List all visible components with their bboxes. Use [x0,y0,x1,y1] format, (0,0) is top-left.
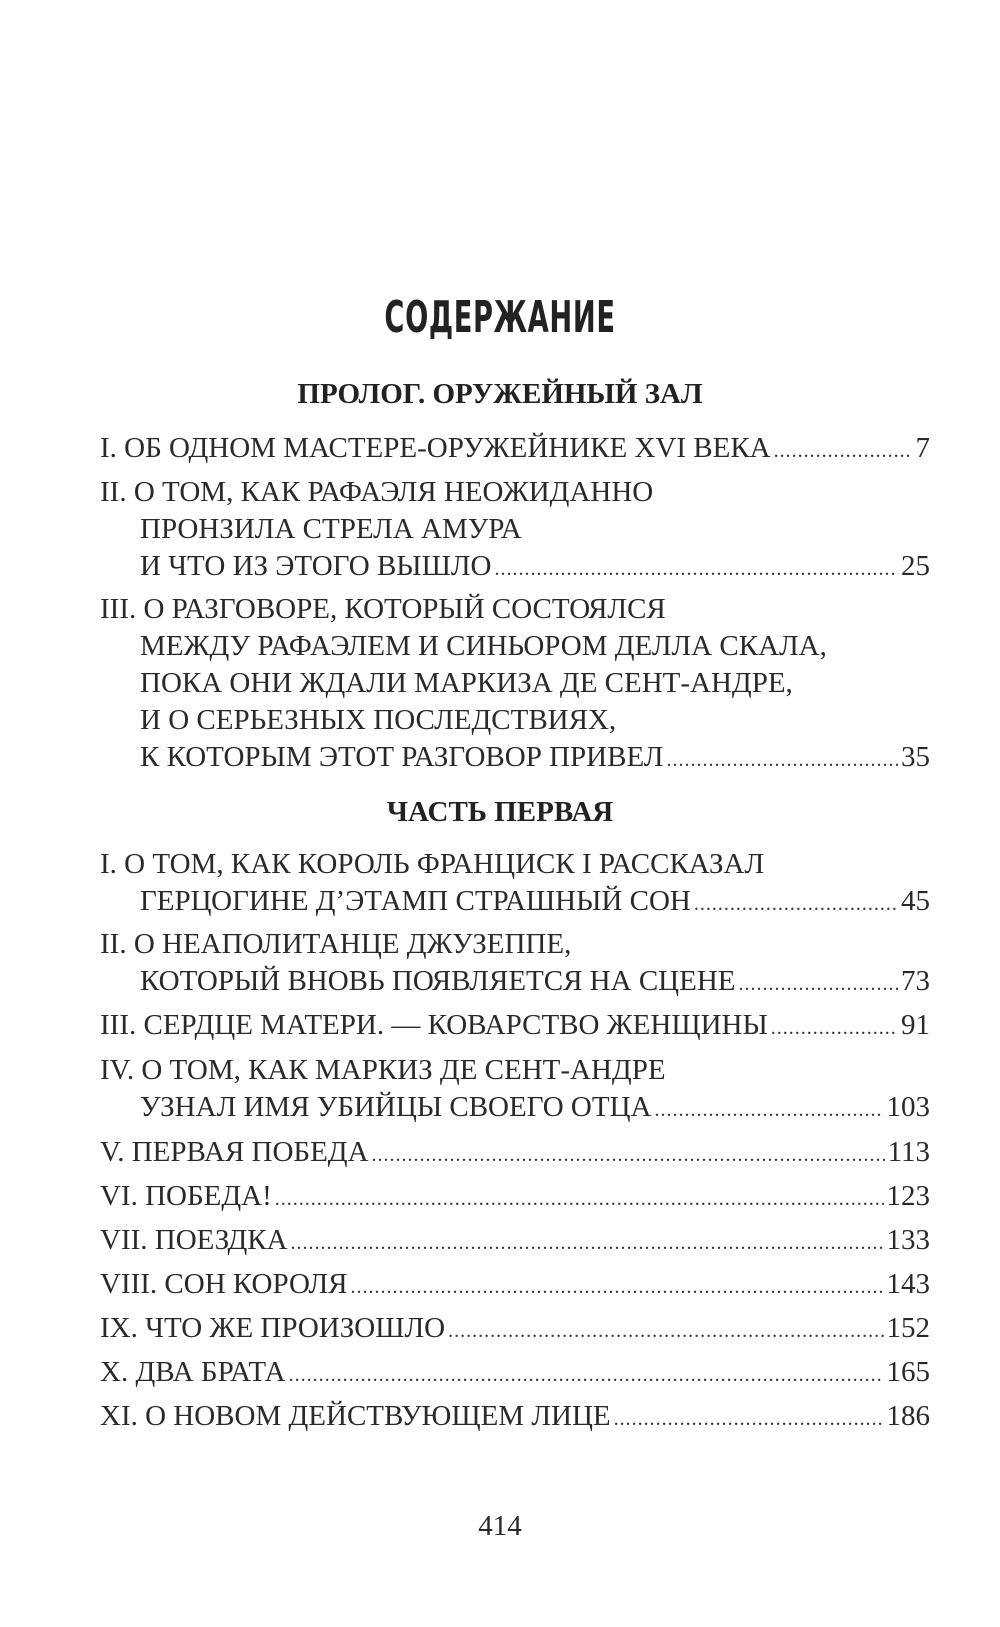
toc-entry-title: I. ОБ ОДНОМ МАСТЕРЕ-ОРУЖЕЙНИКЕ XVI ВЕКА [100,432,771,464]
toc-entry [100,1310,930,1347]
toc-entry [100,430,930,467]
toc-entry-title: VII. ПОЕЗДКА [100,1224,288,1256]
toc-entry [100,1134,930,1171]
toc-entry [100,1178,930,1215]
leader-dots [774,433,913,467]
leader-dots [350,1269,883,1303]
leader-dots [289,1357,884,1391]
toc-entry-title-continued: ПРОНЗИЛА СТРЕЛА АМУРА [140,513,522,545]
leader-dots [275,1181,884,1215]
toc-page-number: 113 [887,1136,930,1168]
toc-entry-title-continued: И О СЕРЬЕЗНЫХ ПОСЛЕДСТВИЯХ, [140,704,617,736]
toc-page-number: 25 [901,550,930,582]
leader-dots [372,1137,885,1171]
toc-entry-title: III. О РАЗГОВОРЕ, КОТОРЫЙ СОСТОЯЛСЯ [100,593,666,625]
toc-page-number: 91 [901,1009,930,1041]
toc-entry-title: I. О ТОМ, КАК КОРОЛЬ ФРАНЦИСК I РАССКАЗАЛ [100,848,765,880]
toc-page-number: 186 [886,1400,930,1432]
toc-entry-title-continued: УЗНАЛ ИМЯ УБИЙЦЫ СВОЕГО ОТЦА [140,1091,652,1123]
toc-entry-title-continued: ГЕРЦОГИНЕ Д’ЭТАМП СТРАШНЫЙ СОН [140,885,691,917]
toc-page-number: 45 [901,885,930,917]
toc-entry [100,1398,930,1435]
leader-dots [448,1313,883,1347]
toc-entry [100,591,930,776]
toc-page-number: 35 [901,741,930,773]
toc-entry [100,1354,930,1391]
toc-entry [100,1007,930,1044]
toc-entry-title-continued: ПОКА ОНИ ЖДАЛИ МАРКИЗА ДЕ СЕНТ-АНДРЕ, [140,667,793,699]
section-heading-prologue: ПРОЛОГ. ОРУЖЕЙНЫЙ ЗАЛ [297,378,703,410]
toc-entry [100,846,930,920]
leader-dots [291,1225,884,1259]
toc-page-number: 73 [901,965,930,997]
toc-entry-title: III. СЕРДЦЕ МАТЕРИ. — КОВАРСТВО ЖЕНЩИНЫ [100,1009,768,1041]
leader-dots [654,1092,883,1126]
toc-entry-title: X. ДВА БРАТА [100,1356,286,1388]
toc-entry [100,1052,930,1126]
toc-entry-title: XI. О НОВОМ ДЕЙСТВУЮЩЕМ ЛИЦЕ [100,1400,611,1432]
toc-entry-title-continued: И ЧТО ИЗ ЭТОГО ВЫШЛО [140,550,492,582]
page-title: СОДЕРЖАНИЕ [384,292,616,343]
toc-entry-title: V. ПЕРВАЯ ПОБЕДА [100,1136,369,1168]
toc-entry [100,1222,930,1259]
toc-entry-title-continued: КОТОРЫЙ ВНОВЬ ПОЯВЛЯЕТСЯ НА СЦЕНЕ [140,965,736,997]
toc-entry [100,474,930,585]
toc-entry-title: IV. О ТОМ, КАК МАРКИЗ ДЕ СЕНТ-АНДРЕ [100,1054,666,1086]
toc-entry [100,1266,930,1303]
toc-page-number: 103 [886,1091,930,1123]
toc-page-number: 7 [915,432,930,464]
section-heading-part-one: ЧАСТЬ ПЕРВАЯ [386,796,614,828]
toc-entry-title: II. О ТОМ, КАК РАФАЭЛЯ НЕОЖИДАННО [100,476,654,508]
leader-dots [666,742,898,776]
page-number: 414 [478,1510,522,1542]
toc-page-number: 165 [886,1356,930,1388]
toc-entry-title: II. О НЕАПОЛИТАНЦЕ ДЖУЗЕППЕ, [100,928,572,960]
toc-entry-title: VI. ПОБЕДА! [100,1180,272,1212]
toc-entry [100,926,930,1000]
toc-page-number: 123 [886,1180,930,1212]
leader-dots [738,966,898,1000]
leader-dots [694,886,898,920]
toc-entry-title-continued: МЕЖДУ РАФАЭЛЕМ И СИНЬОРОМ ДЕЛЛА СКАЛА, [140,630,827,662]
toc-entry-title: VIII. СОН КОРОЛЯ [100,1268,348,1300]
toc-entry-title-continued: К КОТОРЫМ ЭТОТ РАЗГОВОР ПРИВЕЛ [140,741,664,773]
leader-dots [771,1010,898,1044]
leader-dots [494,551,898,585]
toc-entry-title: IX. ЧТО ЖЕ ПРОИЗОШЛО [100,1312,446,1344]
toc-page-number: 133 [886,1224,930,1256]
toc-page-number: 152 [886,1312,930,1344]
leader-dots [614,1401,884,1435]
toc-page-number: 143 [886,1268,930,1300]
